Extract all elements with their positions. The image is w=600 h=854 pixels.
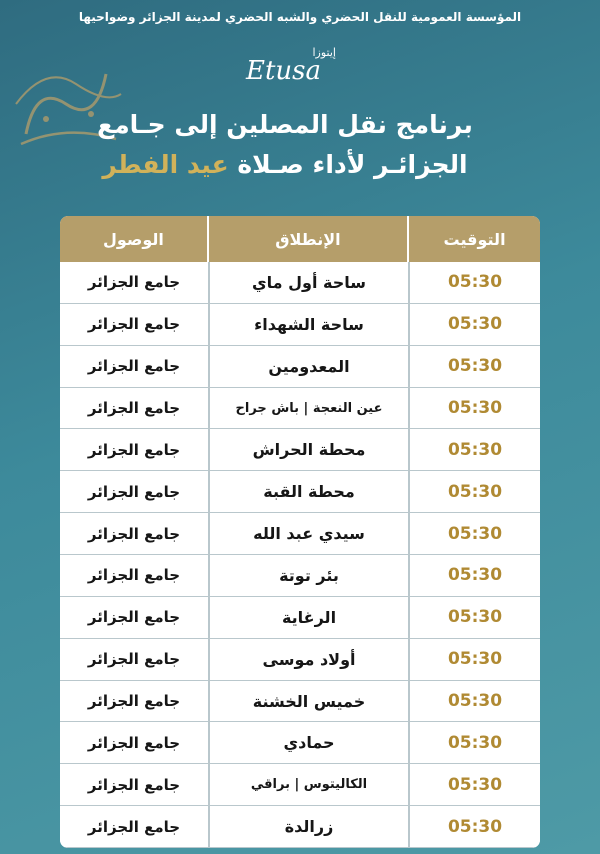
table-row <box>60 513 540 555</box>
row-departure: سيدي عبد الله <box>208 513 408 554</box>
row-time: 05:30 <box>408 429 540 470</box>
row-time: 05:30 <box>408 722 540 763</box>
row-time: 05:30 <box>408 764 540 805</box>
header-arrival: الوصول <box>102 229 164 249</box>
row-time: 05:30 <box>408 513 540 554</box>
row-departure: الكاليتوس | براقي <box>208 764 408 805</box>
row-departure: محطة القبة <box>208 471 408 512</box>
row-arrival: جامع الجزائر <box>87 733 181 752</box>
row-arrival: جامع الجزائر <box>87 524 181 543</box>
table-row <box>60 429 540 471</box>
row-arrival: جامع الجزائر <box>87 440 181 459</box>
row-time: 05:30 <box>408 681 540 722</box>
row-departure: محطة الحراش <box>208 429 408 470</box>
schedule-table <box>60 216 540 848</box>
title-line-1: برنامج نقل المصلين إلى جـامع <box>97 110 473 139</box>
row-departure: زرالدة <box>208 806 408 847</box>
row-arrival: جامع الجزائر <box>87 273 181 292</box>
row-departure: ساحة الشهداء <box>208 304 408 345</box>
table-header-row <box>60 216 540 262</box>
row-time: 05:30 <box>408 471 540 512</box>
logo-latin-text: Etusa <box>246 56 322 86</box>
row-time: 05:30 <box>408 639 540 680</box>
logo-arabic-text: إيتوزا <box>312 46 336 59</box>
row-departure: الرغاية <box>208 597 408 638</box>
table-row <box>60 806 540 848</box>
row-departure: خميس الخشنة <box>208 681 408 722</box>
row-departure: ساحة أول ماي <box>208 262 408 303</box>
table-row <box>60 262 540 304</box>
row-arrival: جامع الجزائر <box>87 482 181 501</box>
row-time: 05:30 <box>408 555 540 596</box>
row-departure: حمادي <box>208 722 408 763</box>
table-row <box>60 681 540 723</box>
row-departure: أولاد موسى <box>208 639 408 680</box>
row-arrival: جامع الجزائر <box>87 608 181 627</box>
row-arrival: جامع الجزائر <box>87 315 181 334</box>
title-highlight-eid: عيد الفطر <box>102 150 229 179</box>
header-departure: الإنطلاق <box>207 216 407 262</box>
row-departure: بئر توتة <box>208 555 408 596</box>
title-line-2-prefix: الجزائـر لأداء صـلاة <box>237 150 468 179</box>
row-time: 05:30 <box>408 388 540 429</box>
table-row <box>60 471 540 513</box>
table-row <box>60 388 540 430</box>
row-arrival: جامع الجزائر <box>87 399 181 417</box>
table-row <box>60 346 540 388</box>
row-departure: عين النعجة | باش جراح <box>208 388 408 429</box>
table-body <box>60 262 540 848</box>
row-time: 05:30 <box>408 597 540 638</box>
etusa-logo <box>240 46 350 94</box>
table-row <box>60 597 540 639</box>
table-row <box>60 555 540 597</box>
table-row <box>60 304 540 346</box>
row-departure: المعدومين <box>208 346 408 387</box>
row-arrival: جامع الجزائر <box>87 566 181 585</box>
organization-name: المؤسسة العمومية للنقل الحضري والشبه الحضري لمدينة الجزائر وضواحيها <box>78 10 522 24</box>
row-arrival: جامع الجزائر <box>87 817 181 836</box>
table-row <box>60 722 540 764</box>
header-time: التوقيت <box>407 216 540 262</box>
row-time: 05:30 <box>408 262 540 303</box>
row-time: 05:30 <box>408 304 540 345</box>
row-arrival: جامع الجزائر <box>87 775 181 794</box>
row-time: 05:30 <box>408 806 540 847</box>
title-line-2 <box>80 150 490 179</box>
table-row <box>60 639 540 681</box>
row-time: 05:30 <box>408 346 540 387</box>
table-row <box>60 764 540 806</box>
row-arrival: جامع الجزائر <box>87 692 181 711</box>
row-arrival: جامع الجزائر <box>87 650 181 669</box>
row-arrival: جامع الجزائر <box>87 357 181 376</box>
